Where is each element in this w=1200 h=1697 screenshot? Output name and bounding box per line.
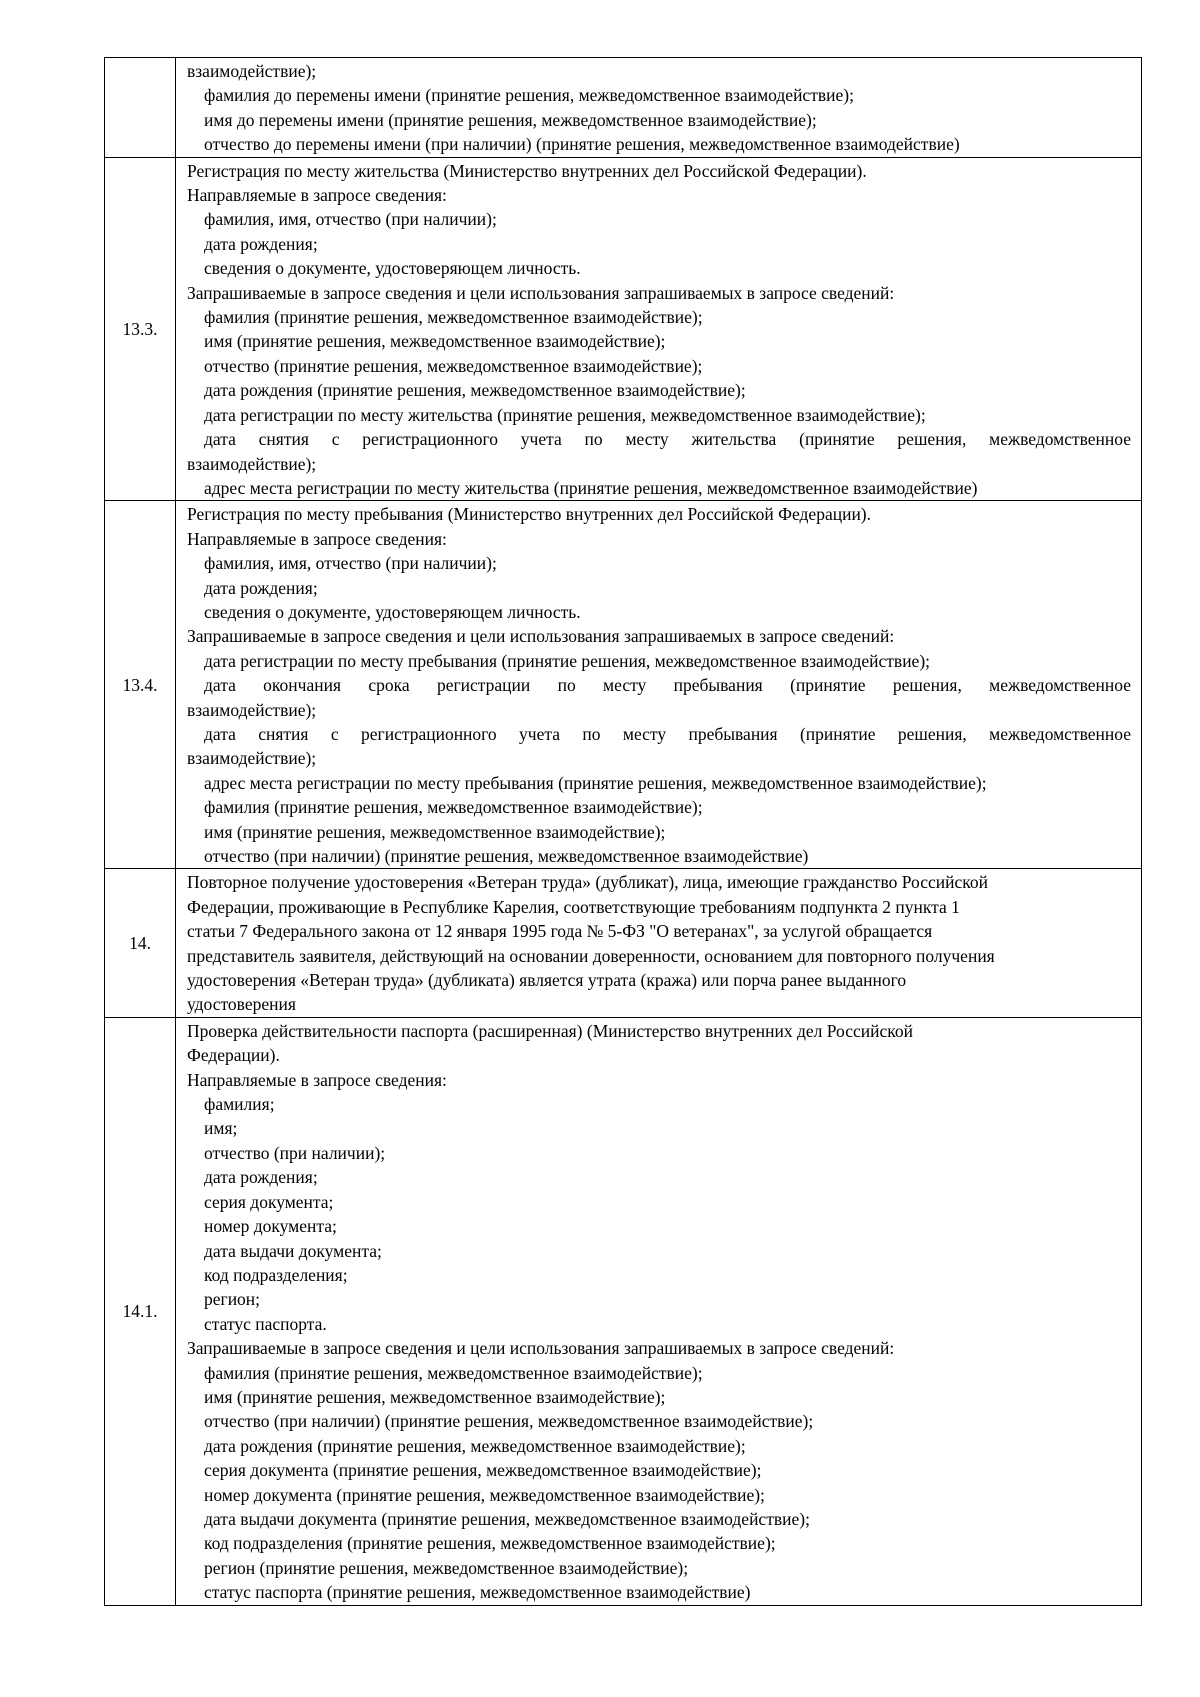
text-line: дата рождения; <box>204 1167 318 1188</box>
text-line: дата рождения (принятие решения, межведомственное взаимодействие); <box>204 1435 746 1456</box>
text-line: регион (принятие решения, межведомственное взаимодействие); <box>204 1557 689 1578</box>
text-line: Запрашиваемые в запросе сведения и цели использования запрашиваемых в запросе сведений: <box>187 626 895 647</box>
row-number: 13.4. <box>105 501 176 869</box>
text-line: Направляемые в запросе сведения: <box>187 185 447 206</box>
text-line: Запрашиваемые в запросе сведения и цели использования запрашиваемых в запросе сведений: <box>187 1338 895 1359</box>
row-content <box>176 157 1142 501</box>
text-line: серия документа; <box>204 1191 334 1212</box>
row-number: 14. <box>105 869 176 1017</box>
table-row <box>105 869 1142 1017</box>
text-line: Направляемые в запросе сведения: <box>187 528 447 549</box>
text-line: дата снятия с регистрационного учета по месту пребывания (принятие решения, межведомственное <box>204 723 1131 744</box>
text-line: код подразделения (принятие решения, межведомственное взаимодействие); <box>204 1533 776 1554</box>
text-line: дата рождения; <box>204 577 318 598</box>
text-line: имя (принятие решения, межведомственное взаимодействие); <box>204 821 666 842</box>
text-line: фамилия (принятие решения, межведомственное взаимодействие); <box>204 1362 703 1383</box>
row-number: 14.1. <box>105 1017 176 1605</box>
text-line: дата окончания срока регистрации по месту пребывания (принятие решения, межведомственное <box>204 675 1131 696</box>
text-line: отчество (принятие решения, межведомственное взаимодействие); <box>204 355 703 376</box>
text-line: код подразделения; <box>204 1264 348 1285</box>
text-line: номер документа (принятие решения, межведомственное взаимодействие); <box>204 1484 765 1505</box>
text-line: отчество (при наличии) (принятие решения, межведомственное взаимодействие); <box>204 1411 814 1432</box>
text-line: Регистрация по месту жительства (Министерство внутренних дел Российской Федерации). <box>187 160 867 181</box>
text-line: имя до перемены имени (принятие решения, межведомственное взаимодействие); <box>204 109 817 130</box>
row-content <box>176 1017 1142 1605</box>
text-line: удостоверения «Ветеран труда» (дубликата) является утрата (кража) или порча ранее выданного <box>187 970 907 991</box>
row-number: 13.3. <box>105 157 176 501</box>
text-line: сведения о документе, удостоверяющем личность. <box>204 258 581 279</box>
text-line: Регистрация по месту пребывания (Министерство внутренних дел Российской Федерации). <box>187 504 872 525</box>
text-line: Проверка действительности паспорта (расширенная) (Министерство внутренних дел Российской <box>187 1020 913 1041</box>
text-line: Запрашиваемые в запросе сведения и цели использования запрашиваемых в запросе сведений: <box>187 282 895 303</box>
text-line: дата выдачи документа (принятие решения, межведомственное взаимодействие); <box>204 1508 810 1529</box>
text-line: отчество до перемены имени (при наличии) (принятие решения, межведомственное взаимодействие) <box>204 134 960 155</box>
table-row <box>105 501 1142 869</box>
row-content <box>176 869 1142 1017</box>
text-line: взаимодействие); <box>187 453 317 474</box>
text-line: фамилия, имя, отчество (при наличии); <box>204 209 497 230</box>
text-line: Федерации, проживающие в Республике Карелия, соответствующие требованиям подпункта 2 пункта 1 <box>187 896 960 917</box>
text-line: дата регистрации по месту жительства (принятие решения, межведомственное взаимодействие); <box>204 404 926 425</box>
row-number <box>105 58 176 158</box>
text-line: взаимодействие); <box>187 61 317 81</box>
text-line: статус паспорта (принятие решения, межведомственное взаимодействие) <box>204 1582 751 1603</box>
text-line: взаимодействие); <box>187 699 317 720</box>
text-line: статус паспорта. <box>204 1313 327 1334</box>
text-line: отчество (при наличии) (принятие решения, межведомственное взаимодействие) <box>204 846 809 866</box>
text-line: дата выдачи документа; <box>204 1240 382 1261</box>
text-line: дата рождения (принятие решения, межведомственное взаимодействие); <box>204 380 746 401</box>
text-line: фамилия; <box>204 1094 275 1115</box>
text-line: представитель заявителя, действующий на основании доверенности, основанием для повторного получения <box>187 945 995 966</box>
text-line: отчество (при наличии); <box>204 1142 386 1163</box>
text-line: сведения о документе, удостоверяющем личность. <box>204 601 581 622</box>
text-line: имя (принятие решения, межведомственное взаимодействие); <box>204 1386 666 1407</box>
text-line: Повторное получение удостоверения «Ветеран труда» (дубликат), лица, имеющие гражданство Российской <box>187 872 988 893</box>
text-line: серия документа (принятие решения, межведомственное взаимодействие); <box>204 1460 762 1481</box>
text-line: имя; <box>204 1118 238 1139</box>
row-content <box>176 501 1142 869</box>
document-table <box>104 57 1142 1606</box>
text-line: номер документа; <box>204 1216 337 1237</box>
text-line: дата рождения; <box>204 233 318 254</box>
row-content <box>176 58 1142 158</box>
text-line: удостоверения <box>187 994 296 1015</box>
text-line: статьи 7 Федерального закона от 12 января 1995 года № 5-ФЗ "О ветеранах", за услугой обращается <box>187 921 933 942</box>
text-line: фамилия до перемены имени (принятие решения, межведомственное взаимодействие); <box>204 85 854 106</box>
text-line: взаимодействие); <box>187 748 317 769</box>
text-line: регион; <box>204 1289 261 1310</box>
text-line: адрес места регистрации по месту пребывания (принятие решения, межведомственное взаимодействие); <box>204 772 987 793</box>
table-row <box>105 157 1142 501</box>
text-line: фамилия (принятие решения, межведомственное взаимодействие); <box>204 307 703 328</box>
text-line: Направляемые в запросе сведения: <box>187 1069 447 1090</box>
text-line: фамилия, имя, отчество (при наличии); <box>204 553 497 574</box>
table-row <box>105 1017 1142 1605</box>
text-line: фамилия (принятие решения, межведомственное взаимодействие); <box>204 797 703 818</box>
text-line: адрес места регистрации по месту жительства (принятие решения, межведомственное взаимодействие) <box>204 477 978 498</box>
text-line: дата регистрации по месту пребывания (принятие решения, межведомственное взаимодействие); <box>204 650 931 671</box>
text-line: имя (принятие решения, межведомственное взаимодействие); <box>204 331 666 352</box>
text-line: дата снятия с регистрационного учета по месту жительства (принятие решения, межведомственное <box>204 429 1131 450</box>
table-row <box>105 58 1142 158</box>
text-line: Федерации). <box>187 1045 280 1066</box>
